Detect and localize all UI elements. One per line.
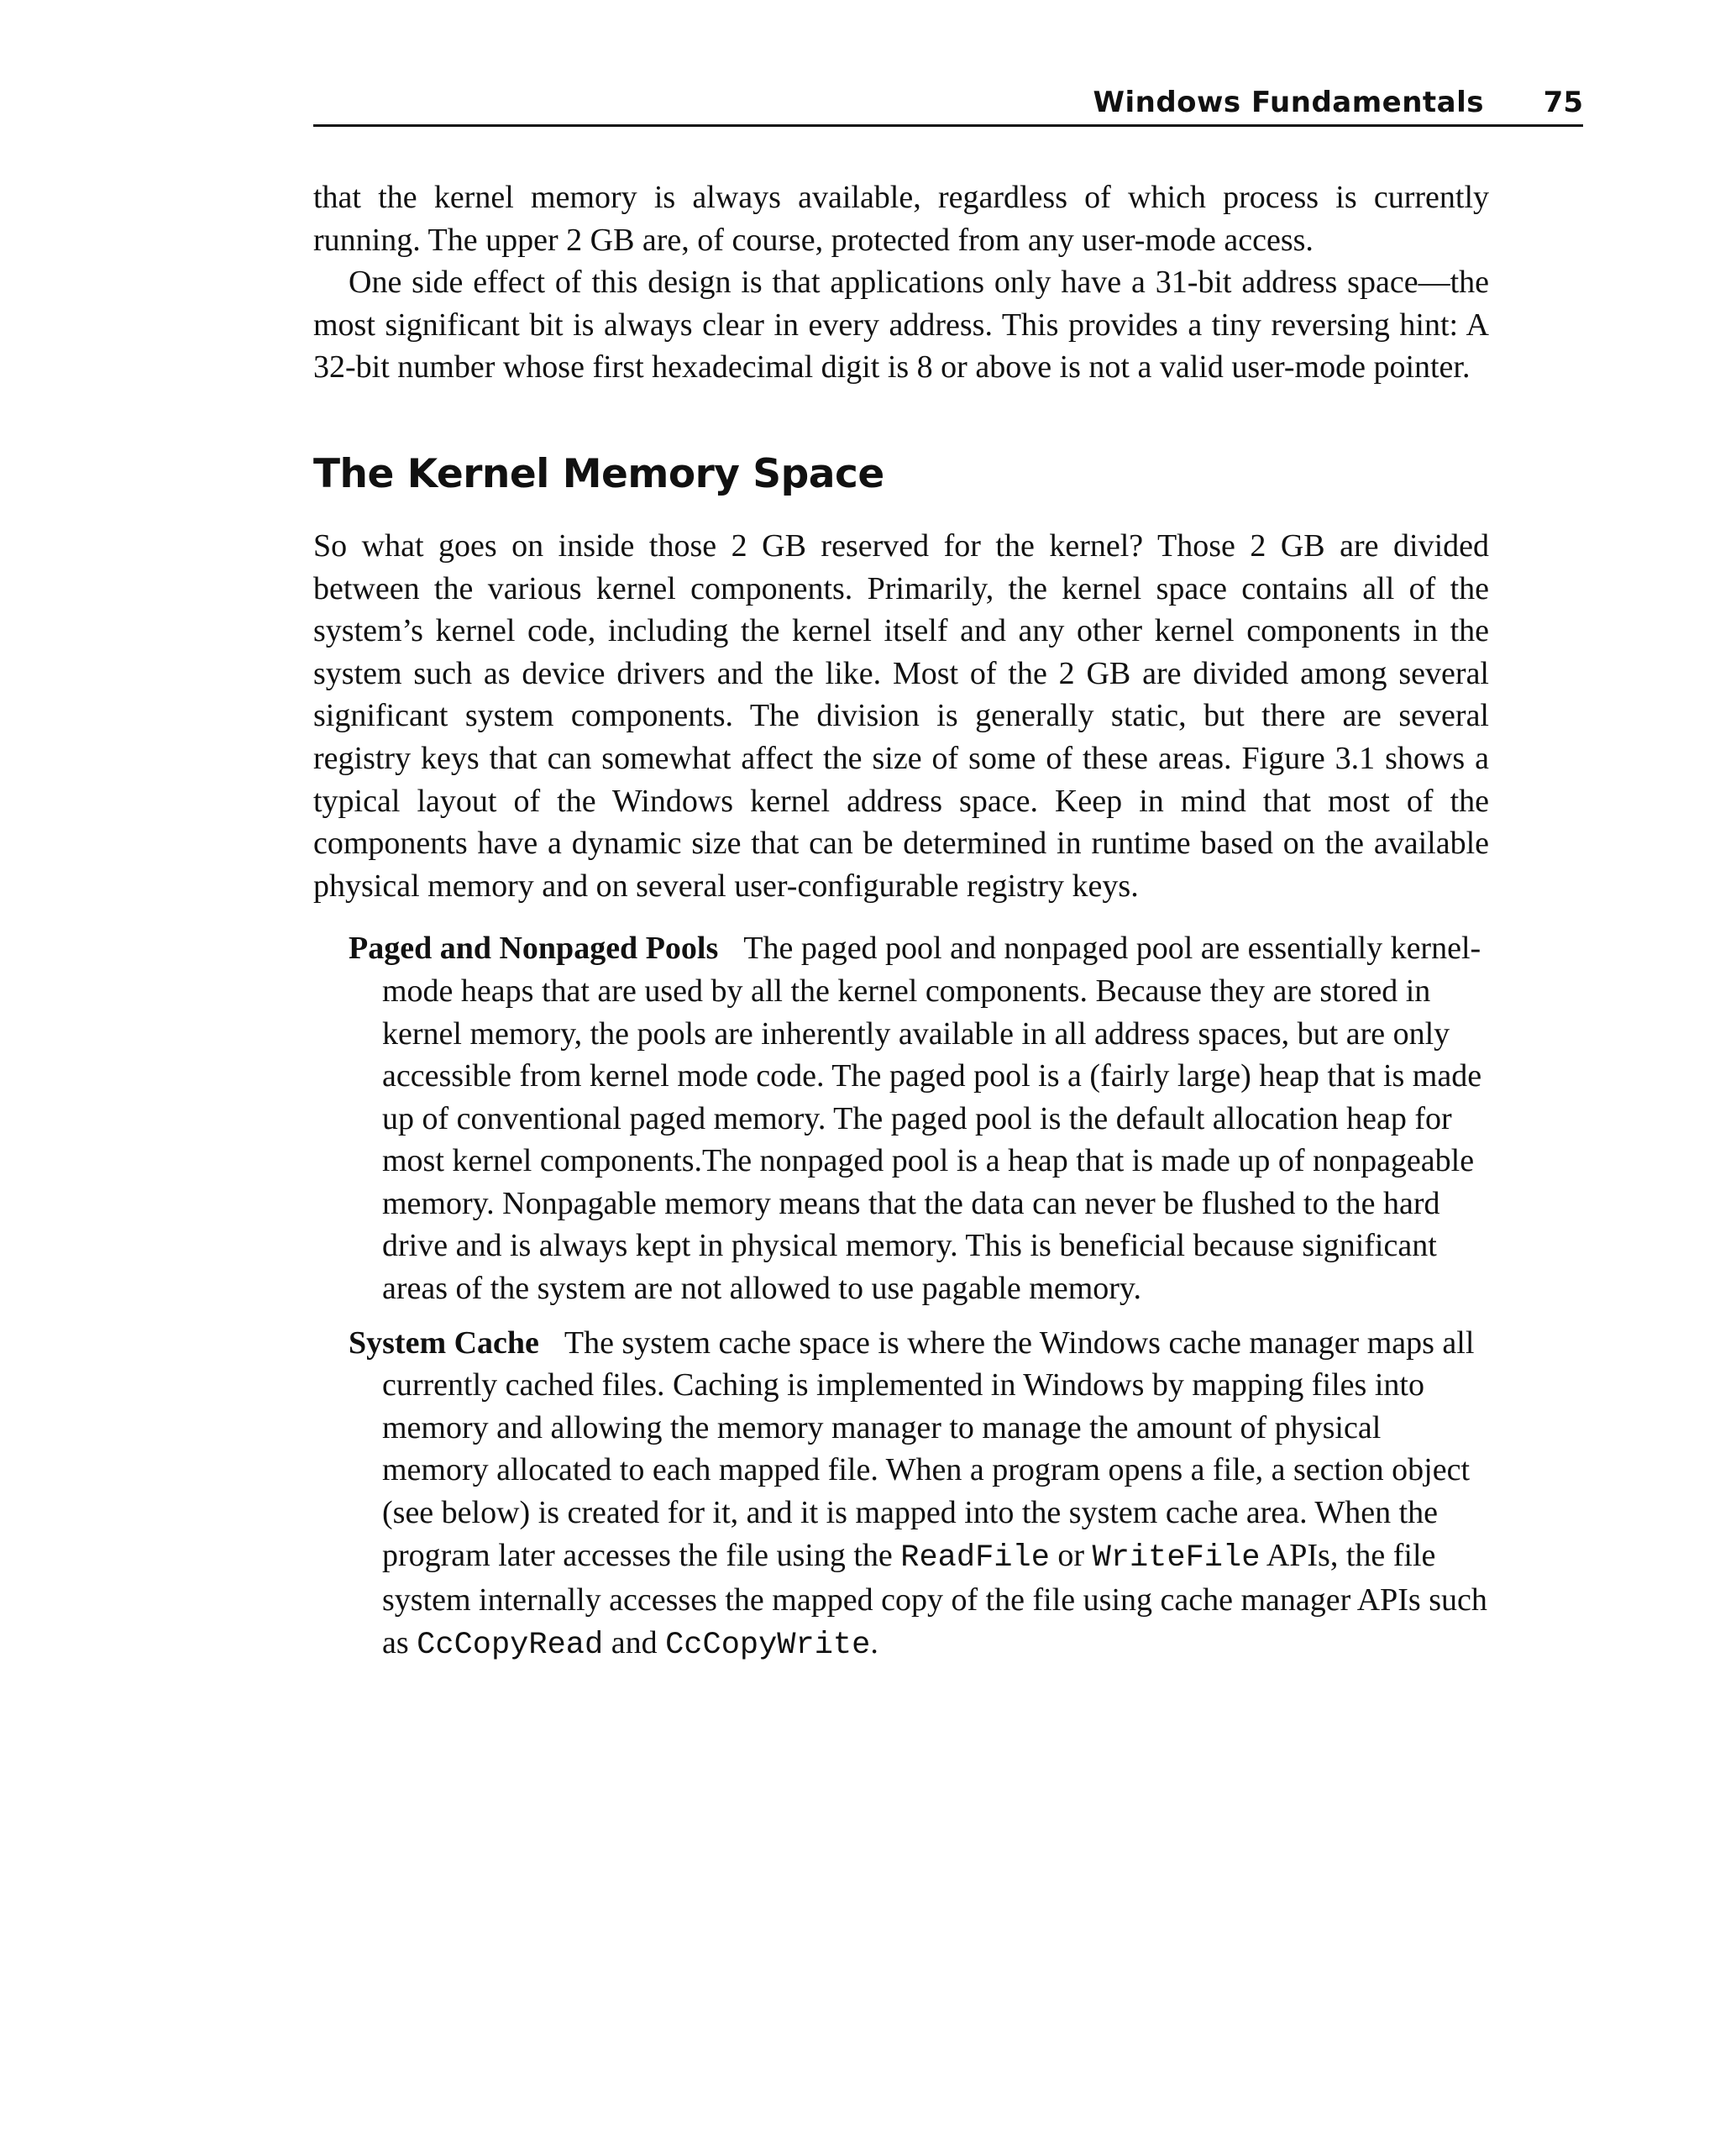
paragraph-kernel-space: So what goes on inside those 2 GB reserved for the kernel? Those 2 GB are divided between the various kernel components. Primarily, the kernel space contains all of the system’s kernel code, including the kernel itself and any other kernel components in the system such as device drivers and the like. Most of the 2 GB are divided among several significant system components. The division is generally static, but there are several registry keys that can somewhat affect the size of some of these areas. Figure 3.1 shows a typical layout of the Windows kernel address space. Keep in mind that most of the components have a dynamic size that can be determined in runtime based on the available physical memory and on several user-configurable registry keys. <box>313 527 1489 904</box>
definition-text: The system cache space is where the Windows cache manager maps all currently cached files. Caching is implemented in Windows by mapping files into memory and allowing the memory manager to manage the amount of physical memory allocated to each mapped file. When a program opens a file, a section object (see below) is created for it, and it is mapped into the system cache area. When the program later accesses the file using the <box>382 1325 1475 1573</box>
paragraph-continuation: that the kernel memory is always available, regardless of which process is currently running. The upper 2 GB are, of course, protected from any user-mode access. <box>313 180 1489 258</box>
definition-term: Paged and Nonpaged Pools <box>349 931 719 967</box>
code-writefile: WriteFile <box>1092 1540 1261 1576</box>
definition-list <box>313 927 1489 1666</box>
definition-text: or <box>1057 1537 1085 1573</box>
definition-system-cache <box>349 1322 1489 1667</box>
code-readfile: ReadFile <box>900 1540 1050 1576</box>
running-header <box>313 81 1583 127</box>
definition-term: System Cache <box>349 1325 539 1361</box>
paragraph-address-space: One side effect of this design is that applications only have a 31-bit address space—the most significant bit is always clear in every address. This provides a tiny reversing hint: A 32-bit number whose first hexadecimal digit is 8 or above is not a valid user-mode pointer. <box>313 265 1489 386</box>
section-heading: The Kernel Memory Space <box>313 450 884 497</box>
page-body <box>313 176 1489 1678</box>
page-number: 75 <box>1543 86 1583 119</box>
code-cccopywrite: CcCopyWrite <box>665 1627 871 1663</box>
definition-paged-pools <box>349 927 1489 1309</box>
definition-text: . <box>870 1624 878 1660</box>
chapter-title: Windows Fundamentals <box>1093 86 1484 119</box>
definition-text: The paged pool and nonpaged pool are essentially kernel-mode heaps that are used by all the kernel components. Because they are stored in kernel memory, the pools are inherently available in all address spaces, but are only accessible from kernel mode code. The paged pool is a (fairly large) heap that is made up of conventional paged memory. The paged pool is the default allocation heap for most kernel components.The nonpaged pool is a heap that is made up of nonpageable memory. Nonpagable memory means that the data can never be flushed to the hard drive and is always kept in physical memory. This is beneficial because significant areas of the system are not allowed to use pagable memory. <box>382 931 1482 1307</box>
definition-text: APIs, the file system internally accesses the mapped copy of the file using cache manager APIs such as <box>382 1537 1487 1660</box>
definition-text: and <box>611 1624 658 1660</box>
code-cccopyread: CcCopyRead <box>417 1627 604 1663</box>
